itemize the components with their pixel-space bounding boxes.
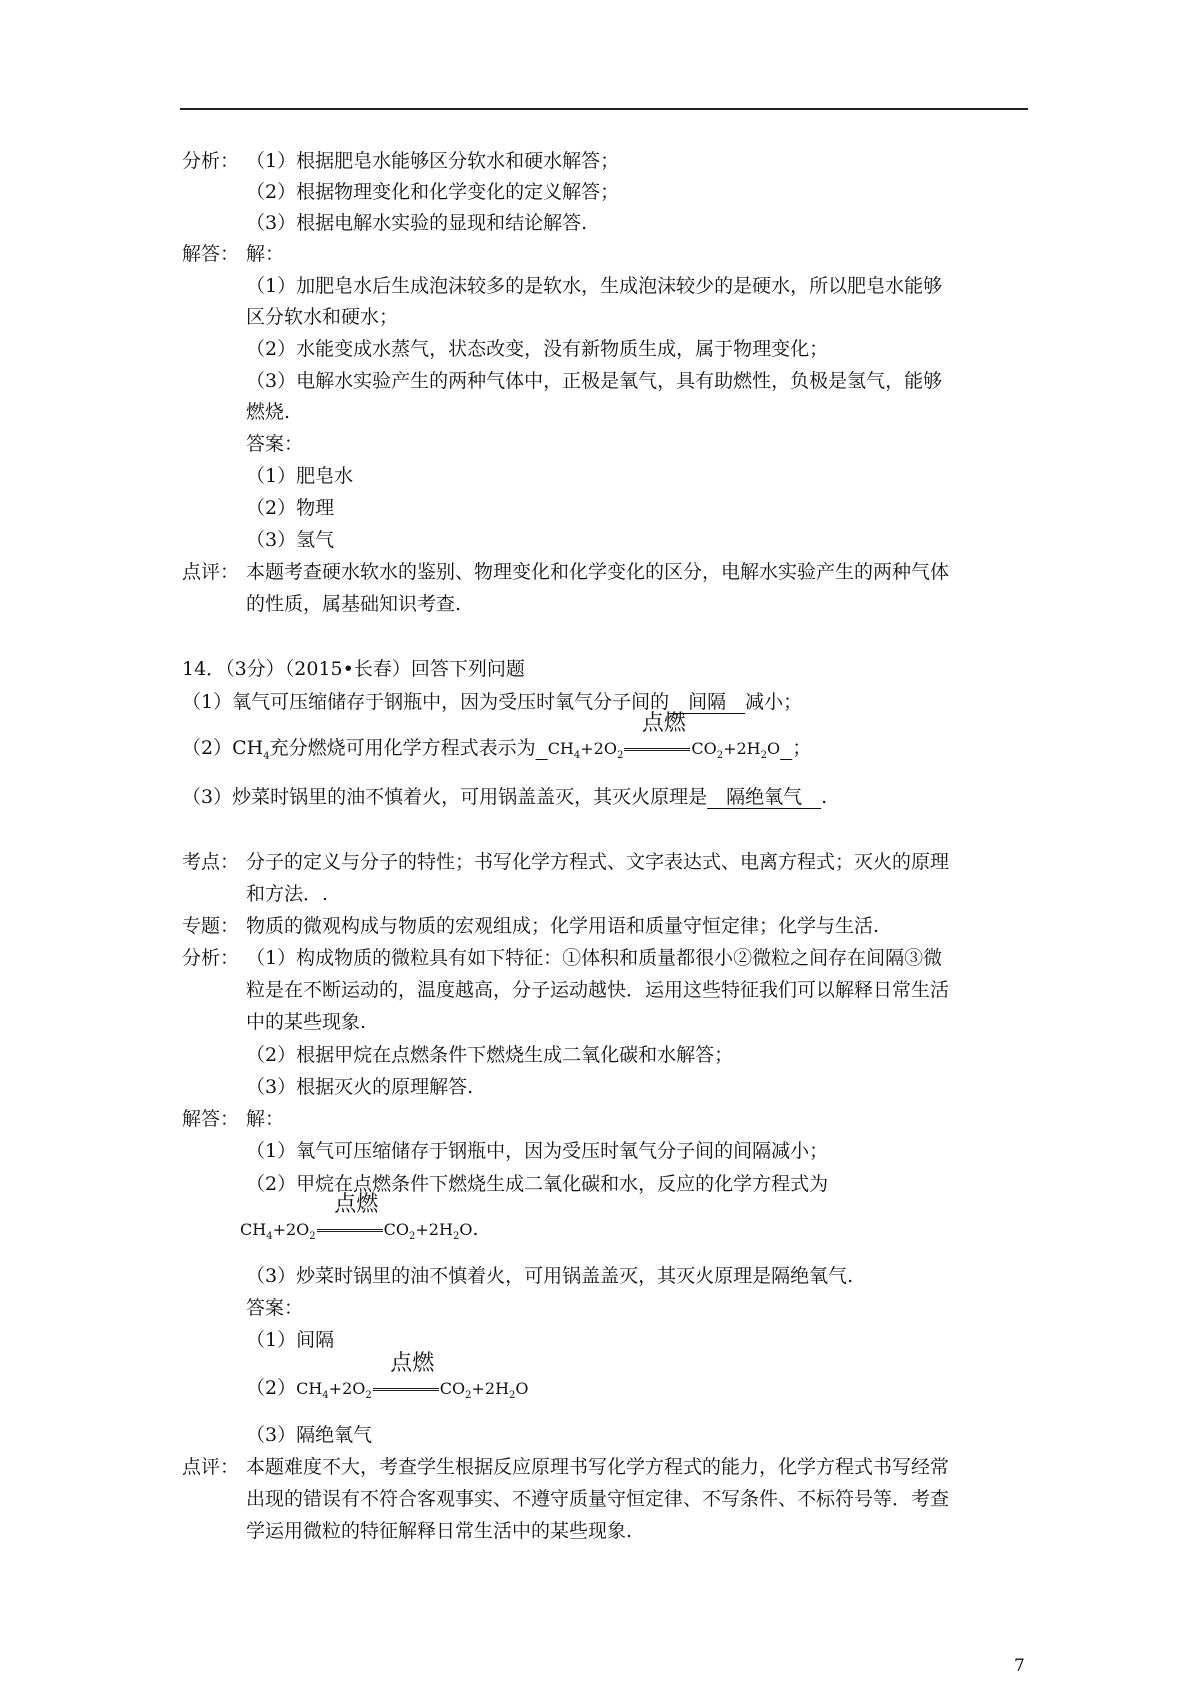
q14-comment-line-2: 出现的错误有不符合客观事实、不遵守质量守恒定律、不写条件、不标符号等．考查 (246, 1488, 950, 1510)
q14-blank-3: 隔绝氧气 (707, 786, 822, 808)
page-number: 7 (1014, 1656, 1025, 1676)
q14-analysis-line-2: 粒是在不断运动的，温度越高，分子运动越快．运用这些特征我们可以解释日常生活 (246, 979, 950, 1001)
q14-zhuanti: 专题： 物质的微观构成与物质的宏观组成；化学用语和质量守恒定律；化学与生活. (182, 915, 880, 937)
q13-analysis-line-2: （2）根据物理变化和化学变化的定义解答； (246, 181, 620, 203)
q14-answer-2: $(2)CH_4+2O_2$ $CO_2+2H_2O$ 点燃 (246, 1351, 529, 1402)
q14-answer-heading: 答案： (246, 1297, 304, 1319)
chemical-equation: $CH_4+2O_2$ $CO_2+2H_2O$ 点燃 (240, 1192, 473, 1243)
q14-solution-line-1: （1）氧气可压缩储存于钢瓶中，因为受压时氧气分子间的间隔减小； (246, 1140, 829, 1162)
q14-part-3: （3）炒菜时锅里的油不慎着火，可用锅盖盖灭，其灭火原理是 隔绝氧气 . (182, 783, 827, 811)
equation-arrow (373, 1388, 439, 1391)
q13-answer-2: （2）物理 (246, 497, 335, 519)
q14-comment-line-1: 点评： 本题难度不大，考查学生根据反应原理书写化学方程式的能力，化学方程式书写经常 (182, 1456, 950, 1478)
q13-answer-3: （3）氢气 (246, 529, 335, 551)
q14-answer-3: （3）隔绝氧气 (246, 1424, 373, 1446)
q13-answer-1: （1）肥皂水 (246, 465, 354, 487)
q13-comment-line-2: 的性质，属基础知识考查. (246, 593, 462, 615)
q13-solution-line-2: 区分软水和硬水； (246, 306, 399, 328)
q13-solution-heading: 解答： 解： (182, 243, 285, 265)
q14-part-2: $(2)CH_4$充分燃烧可用化学方程式表示为 $CH_4+2O_2$ $CO_2+2H_2O$ 点燃 ； (182, 711, 812, 762)
chemical-equation: $CH_4+2O_2$ $CO_2+2H_2O$ 点燃 (547, 711, 781, 762)
q14-solution-line-3: （3）炒菜时锅里的油不慎着火，可用锅盖盖灭，其灭火原理是隔绝氧气. (246, 1265, 854, 1287)
q14-solution-heading: 解答： 解： (182, 1108, 285, 1130)
q14-kaodian-line-1: 考点： 分子的定义与分子的特性；书写化学方程式、文字表达式、电离方程式；灭火的原理 (182, 851, 950, 873)
q14-part-1: （1）氧气可压缩储存于钢瓶中，因为受压时氧气分子间的 间隔 减小； (182, 688, 802, 716)
q13-analysis-line-1: 分析： （1）根据肥皂水能够区分软水和硬水解答； (182, 150, 620, 172)
equation-arrow (624, 748, 690, 751)
equation-condition: 点燃 (390, 1351, 435, 1376)
q14-analysis-line-4: （2）根据甲烷在点燃条件下燃烧生成二氧化碳和水解答； (246, 1044, 734, 1066)
equation-condition: 点燃 (641, 711, 686, 736)
q14-kaodian-line-2: 和方法．. (246, 883, 329, 905)
q14-solution-equation: $CH_4+2O_2$ $CO_2+2H_2O$ 点燃 . (240, 1192, 479, 1243)
q14-analysis-line-1: 分析： （1）构成物质的微粒具有如下特征：①体积和质量都很小②微粒之间存在间隔③微 (182, 947, 943, 969)
q14-analysis-line-5: （3）根据灭火的原理解答. (246, 1076, 474, 1098)
q13-solution-line-5: 燃烧. (246, 401, 291, 423)
q14-stem: 14．（3分）（2015•长春）回答下列问题 (182, 658, 525, 680)
q14-blank-1: 间隔 (669, 691, 746, 713)
q14-comment-line-3: 学运用微粒的特征解释日常生活中的某些现象. (246, 1520, 633, 1542)
header-rule (180, 108, 1028, 110)
q14-blank-2 (536, 711, 793, 763)
q13-solution-line-4: （3）电解水实验产生的两种气体中，正极是氧气，具有助燃性，负极是氢气，能够 (246, 370, 943, 392)
equation-arrow (317, 1229, 383, 1232)
q13-answer-heading: 答案： (246, 433, 304, 455)
q13-analysis-line-3: （3）根据电解水实验的显现和结论解答. (246, 212, 588, 234)
q13-solution-line-1: （1）加肥皂水后生成泡沫较多的是软水，生成泡沫较少的是硬水，所以肥皂水能够 (246, 275, 943, 297)
q14-analysis-line-3: 中的某些现象. (246, 1011, 367, 1033)
q14-answer-1: （1）间隔 (246, 1329, 335, 1351)
equation-condition: 点燃 (334, 1192, 379, 1217)
q14-solution-line-2: （2）甲烷在点燃条件下燃烧生成二氧化碳和水，反应的化学方程式为 (246, 1173, 829, 1195)
q13-comment-line-1: 点评： 本题考查硬水软水的鉴别、物理变化和化学变化的区分，电解水实验产生的两种气体 (182, 561, 950, 583)
q13-solution-line-3: （2）水能变成水蒸气，状态改变，没有新物质生成，属于物理变化； (246, 338, 829, 360)
chemical-equation: $CH_4+2O_2$ $CO_2+2H_2O$ 点燃 (296, 1351, 529, 1402)
